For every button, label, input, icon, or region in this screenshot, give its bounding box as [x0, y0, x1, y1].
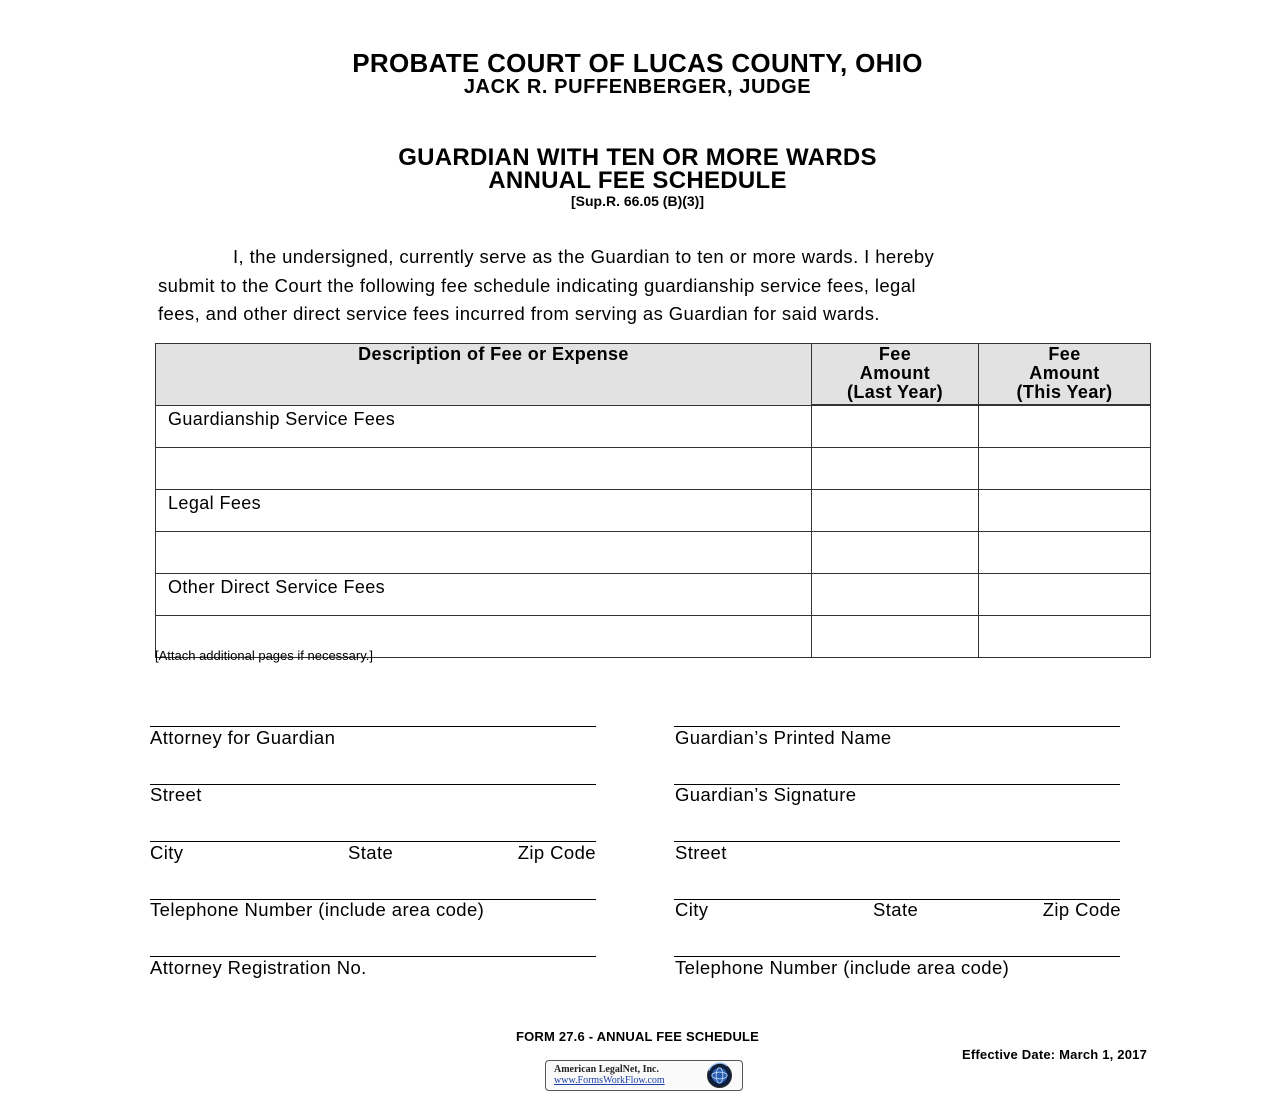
- fee-description-cell[interactable]: [156, 531, 812, 573]
- header-text: Fee: [878, 344, 912, 364]
- this-year-amount-cell[interactable]: [979, 573, 1151, 615]
- guardian-printed-name-label: Guardian’s Printed Name: [675, 727, 892, 748]
- attorney-telephone-label: Telephone Number (include area code): [150, 899, 485, 920]
- this-year-amount-cell[interactable]: [979, 615, 1151, 657]
- form-title-line2: ANNUAL FEE SCHEDULE: [488, 167, 787, 194]
- globe-icon: [706, 1062, 733, 1089]
- header-text: (Last Year): [846, 382, 944, 402]
- attorney-registration-label: Attorney Registration No.: [150, 957, 367, 978]
- attach-note: [Attach additional pages if necessary.]: [155, 648, 373, 663]
- guardian-telephone-label: Telephone Number (include area code): [675, 957, 1010, 978]
- intro-line: I, the undersigned, currently serve as the Guardian to ten or more wards. I hereby: [233, 246, 935, 267]
- fee-description-cell[interactable]: [156, 447, 812, 489]
- guardian-city-state-zip-labels: [675, 899, 1121, 921]
- american-legalnet-logo[interactable]: [545, 1060, 743, 1091]
- guardian-state-label: State: [872, 899, 919, 920]
- attorney-street-label: Street: [150, 784, 202, 805]
- fee-description-cell[interactable]: Guardianship Service Fees: [156, 405, 812, 447]
- judge-name: JACK R. PUFFENBERGER, JUDGE: [463, 76, 812, 98]
- this-year-amount-cell[interactable]: [979, 405, 1151, 447]
- header-text: Amount: [859, 363, 931, 383]
- intro-line: fees, and other direct service fees incurred from serving as Guardian for said wards.: [158, 303, 880, 324]
- intro-paragraph: [158, 243, 1148, 329]
- attorney-zip-label: Zip Code: [517, 842, 596, 863]
- last-year-amount-cell[interactable]: [812, 489, 979, 531]
- table-row: [156, 405, 1151, 447]
- this-year-amount-cell[interactable]: [979, 447, 1151, 489]
- attorney-city-state-zip-labels: [150, 842, 596, 864]
- column-header-this-year: [979, 344, 1151, 406]
- table-row: [156, 447, 1151, 489]
- fee-schedule-table: [155, 343, 1151, 658]
- table-row: [156, 531, 1151, 573]
- last-year-amount-cell[interactable]: [812, 531, 979, 573]
- effective-date: Effective Date: March 1, 2017: [962, 1047, 1147, 1062]
- logo-company-name: American LegalNet, Inc.: [554, 1064, 659, 1075]
- table-row: [156, 573, 1151, 615]
- guardian-street-label: Street: [675, 842, 727, 863]
- guardian-street-line[interactable]: [674, 841, 1120, 842]
- table-header-row: [156, 344, 1151, 406]
- fee-description-cell[interactable]: Legal Fees: [156, 489, 812, 531]
- last-year-amount-cell[interactable]: [812, 573, 979, 615]
- logo-url[interactable]: www.FormsWorkFlow.com: [554, 1075, 665, 1086]
- attorney-state-label: State: [347, 842, 394, 863]
- attorney-for-guardian-label: Attorney for Guardian: [150, 727, 336, 748]
- intro-line: submit to the Court the following fee schedule indicating guardianship service fees, legal: [158, 274, 916, 296]
- fee-description-cell[interactable]: Other Direct Service Fees: [156, 573, 812, 615]
- column-header-description: Description of Fee or Expense: [156, 344, 812, 406]
- court-name: PROBATE COURT OF LUCAS COUNTY, OHIO: [352, 48, 923, 78]
- attorney-city-label: City: [150, 842, 184, 863]
- this-year-amount-cell[interactable]: [979, 531, 1151, 573]
- table-row: [156, 489, 1151, 531]
- last-year-amount-cell[interactable]: [812, 405, 979, 447]
- attorney-street-line[interactable]: [150, 784, 596, 785]
- guardian-zip-label: Zip Code: [1042, 899, 1121, 920]
- this-year-amount-cell[interactable]: [979, 489, 1151, 531]
- guardian-city-label: City: [675, 899, 709, 920]
- form-title-line1: GUARDIAN WITH TEN OR MORE WARDS: [398, 144, 877, 171]
- last-year-amount-cell[interactable]: [812, 615, 979, 657]
- form-number: FORM 27.6 - ANNUAL FEE SCHEDULE: [515, 1029, 760, 1044]
- header-text: Amount: [1029, 363, 1100, 383]
- column-header-last-year: [812, 344, 979, 406]
- header-text: Fee: [1048, 344, 1081, 364]
- rule-reference: [Sup.R. 66.05 (B)(3)]: [570, 193, 704, 209]
- header-text: (This Year): [1016, 382, 1113, 402]
- last-year-amount-cell[interactable]: [812, 447, 979, 489]
- guardian-signature-label: Guardian’s Signature: [675, 784, 857, 805]
